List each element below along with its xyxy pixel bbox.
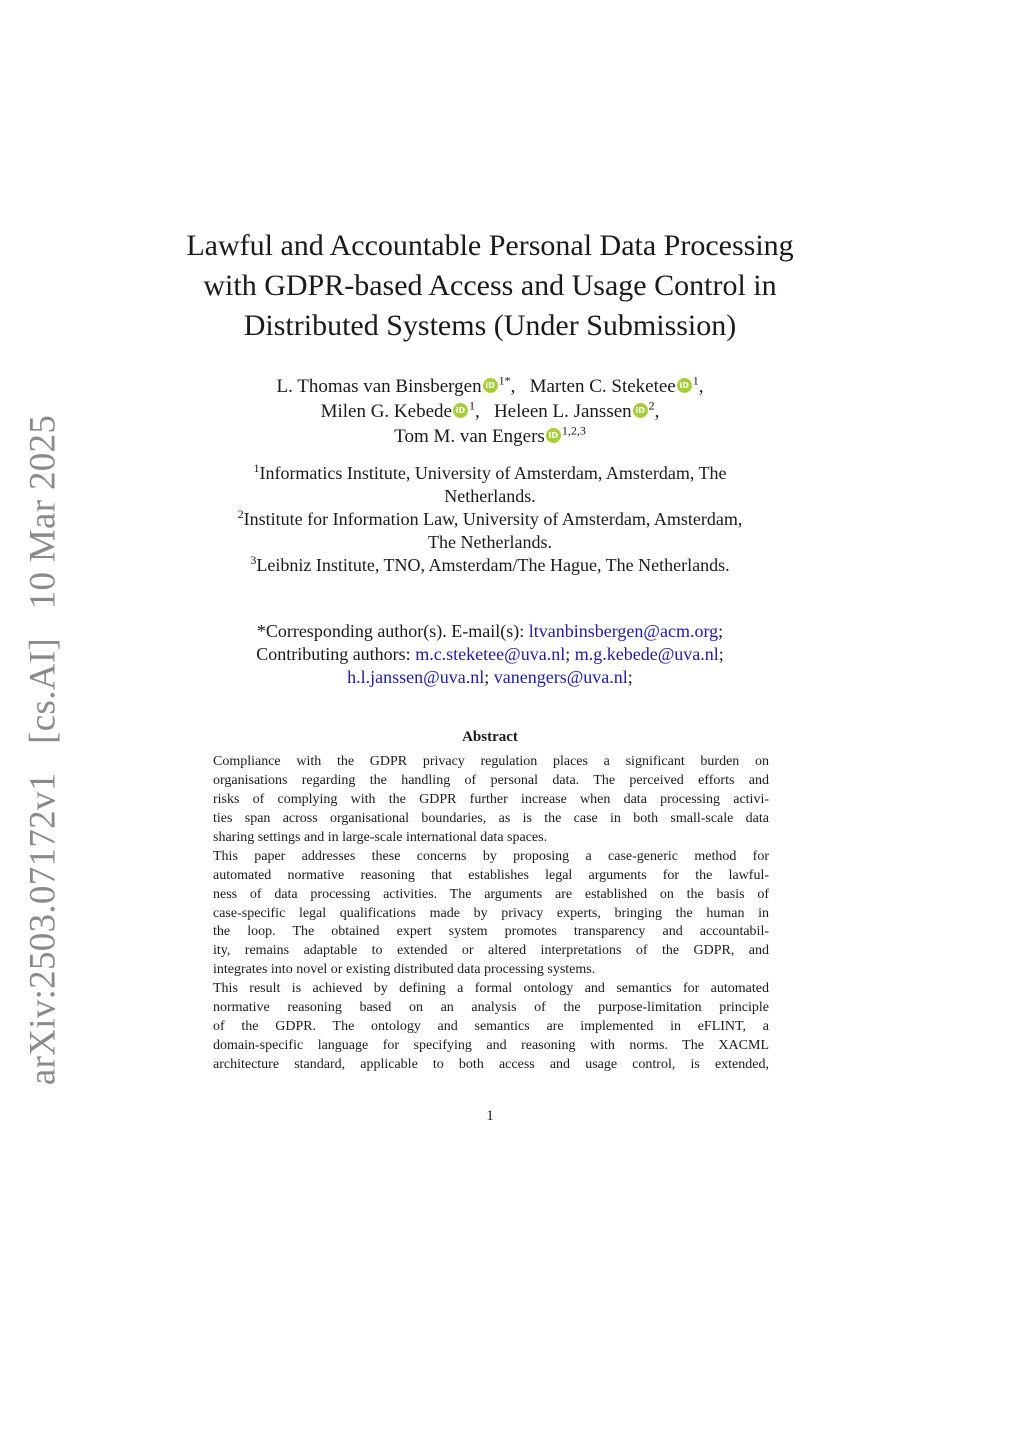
abstract-line: of the GDPR. The ontology and semantics are implemented in eFLINT, a (213, 1019, 769, 1035)
arxiv-category: [cs.AI] (22, 637, 64, 744)
affiliation-list (140, 462, 840, 577)
abstract-line: case-specific legal qualifications made by privacy experts, bringing the human in (213, 905, 769, 921)
abstract-line: the loop. The obtained expert system promotes transparency and accountabil- (213, 924, 769, 940)
email-link[interactable]: h.l.janssen@uva.nl (347, 667, 485, 687)
affil-number: 2 (237, 507, 244, 521)
author-list (140, 374, 840, 449)
title-line: Distributed Systems (Under Submission) (243, 309, 737, 342)
author-affil-sup: 1* (498, 373, 511, 388)
orcid-icon[interactable] (483, 378, 498, 393)
email-link[interactable]: m.c.steketee@uva.nl (415, 644, 566, 664)
abstract-line: architecture standard, applicable to both access and usage control, is extended, (213, 1057, 769, 1072)
abstract-line: ties span across organisational boundaries, as is the case in both small-scale data (213, 810, 769, 826)
author-name: Tom M. van Engers (394, 426, 545, 447)
abstract-line: This paper addresses these concerns by proposing a case-generic method for (213, 848, 769, 864)
abstract-line: ity, remains adaptable to extended or altered interpretations of the GDPR, and (213, 943, 769, 959)
title-line: Lawful and Accountable Personal Data Processing (186, 229, 794, 262)
abstract-line: risks of complying with the GDPR further increase when data processing activi- (213, 791, 769, 807)
abstract-line: organisations regarding the handling of personal data. The perceived efforts and (213, 772, 769, 788)
abstract-line: normative reasoning based on an analysis of the purpose-limitation principle (213, 1000, 769, 1016)
email-link[interactable]: vanengers@uva.nl (493, 667, 628, 687)
affiliation-item: $^2$Institute for Information Law, University of Amsterdam, Amsterdam, The Netherlands. (237, 507, 743, 552)
author-name: Milen G. Kebede (320, 401, 452, 422)
author-affil-sup: 1,2,3 (561, 423, 586, 438)
author-name: L. Thomas van Binsbergen (276, 376, 482, 397)
author-name: Marten C. Steketee (529, 376, 676, 397)
orcid-icon[interactable] (546, 428, 561, 443)
author-affil-sup: 1 (468, 398, 475, 413)
abstract-line: integrates into novel or existing distributed data processing systems. (213, 962, 596, 978)
author-line (140, 424, 840, 449)
orcid-icon[interactable] (633, 403, 648, 418)
author-line: L. Thomas van BinsbergeniD $^{1*}$, Marten C. SteketeeiD $^1$, (140, 374, 840, 399)
contact-block (140, 620, 840, 689)
affil-number: 1 (253, 461, 260, 475)
contributing-line: h.l.janssen@uva.nl; vanengers@uva.nl; (347, 667, 633, 687)
page-number: 1 (486, 1108, 494, 1124)
title-line: with GDPR-based Access and Usage Control in (203, 269, 777, 302)
abstract-line: Compliance with the GDPR privacy regulation places a significant burden on (213, 754, 769, 769)
author-affil-sup: 2 (648, 398, 655, 413)
orcid-icon[interactable] (453, 403, 468, 418)
author-affil-sup: 1 (692, 373, 699, 388)
arxiv-date: 10 Mar 2025 (22, 414, 64, 610)
email-link[interactable]: ltvanbinsbergen@acm.org (528, 621, 719, 641)
abstract-line: automated normative reasoning that establishes legal arguments for the lawful- (213, 867, 769, 883)
abstract-body (213, 753, 769, 1075)
email-link[interactable]: m.g.kebede@uva.nl (574, 644, 719, 664)
author-name: Heleen L. Janssen (493, 401, 632, 422)
arxiv-stamp (22, 415, 65, 1085)
arxiv-id[interactable]: arXiv:2503.07172v1 (22, 772, 64, 1086)
author-line: Milen G. KebedeiD $^1$, Heleen L. JansseniD $^2$, (140, 399, 840, 424)
orcid-icon[interactable] (677, 378, 692, 393)
affiliation-item: $^3$Leibniz Institute, TNO, Amsterdam/The Hague, The Netherlands. (250, 553, 730, 575)
paper-title (140, 226, 840, 346)
affiliation-item: $^1$Informatics Institute, University of Amsterdam, Amsterdam, The Netherlands. (253, 461, 727, 506)
corresponding-line: *Corresponding author(s). E-mail(s): ltvanbinsbergen@acm.org; (256, 621, 724, 641)
abstract-line: domain-specific language for specifying and reasoning with norms. The XACML (213, 1038, 769, 1054)
abstract-line: This result is achieved by defining a formal ontology and semantics for automated (213, 981, 769, 997)
abstract-heading: Abstract (462, 729, 518, 745)
contributing-line: Contributing authors: m.c.steketee@uva.nl; m.g.kebede@uva.nl; (256, 644, 724, 664)
abstract-line: ness of data processing activities. The arguments are established on the basis of (213, 886, 769, 902)
abstract-line: sharing settings and in large-scale international data spaces. (213, 829, 548, 845)
affil-number: 3 (250, 553, 257, 567)
